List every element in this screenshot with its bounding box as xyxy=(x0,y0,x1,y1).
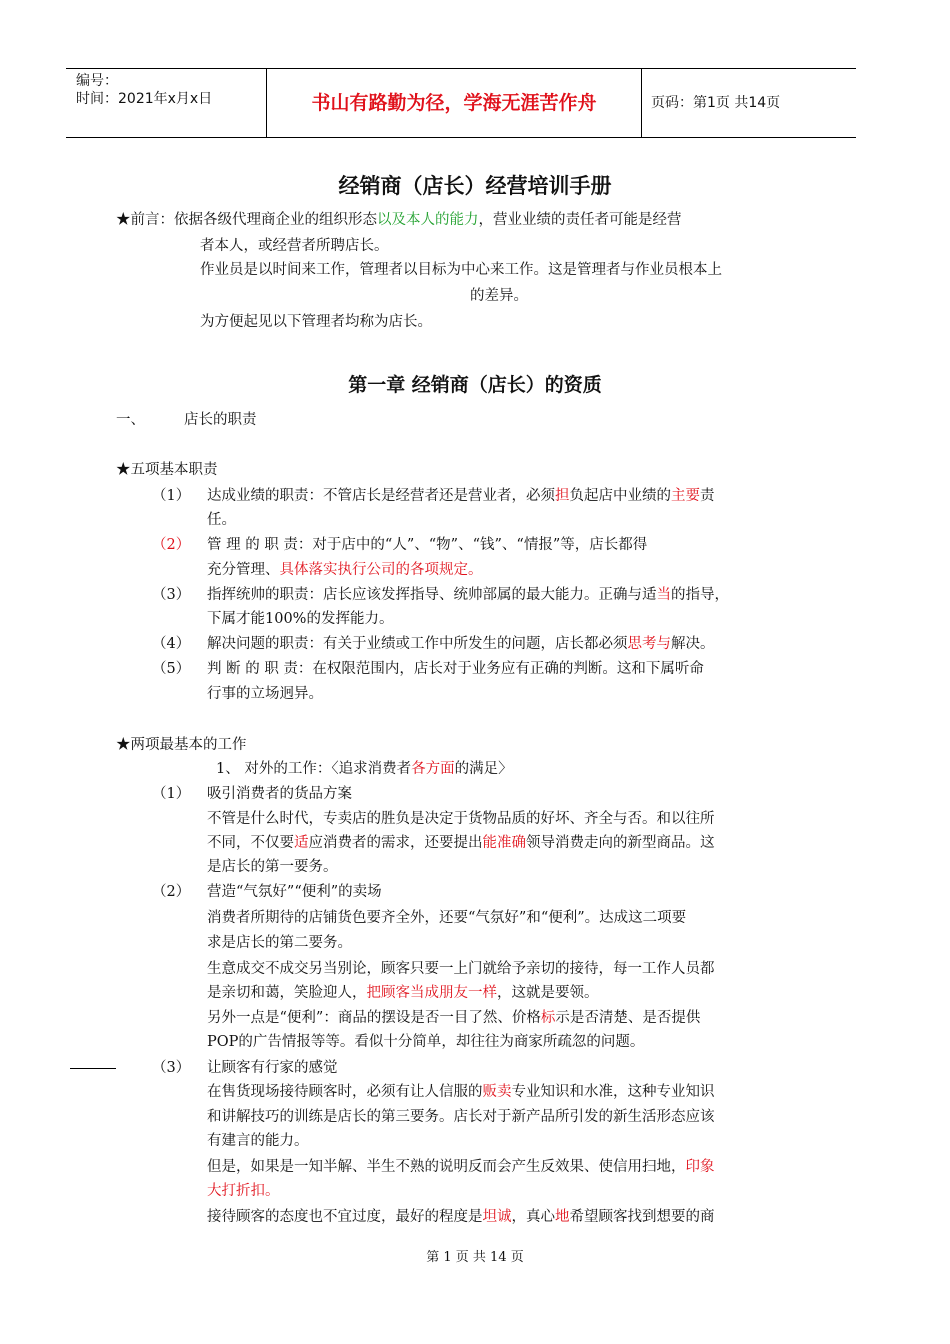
duty-3-line-1: 指挥统帅的职责：店长应该发挥指导、统帅部属的最大能力。正确与适当的指导， xyxy=(207,587,729,603)
work-3-para-line-3: 有建言的能力。 xyxy=(207,1133,309,1149)
external-work-heading: 1、 对外的工作：〈追求消费者各方面的满足〉 xyxy=(216,761,513,777)
preface-line-3: 作业员是以时间来工作，管理者以目标为中心来工作。这是管理者与作业员根本上 xyxy=(200,262,722,278)
preface-line-5: 为方便起见以下管理者均称为店长。 xyxy=(200,314,432,330)
five-duties-heading: ★五项基本职责 xyxy=(116,462,218,478)
two-works-heading: ★两项最基本的工作 xyxy=(116,737,247,753)
work-2-para-line-1: 消费者所期待的店铺货色要齐全外，还要“气氛好”和“便利”。达成这二项要 xyxy=(207,910,687,926)
section-1-title: 店长的职责 xyxy=(184,412,257,428)
work-3-para-line-5: 大打折扣。 xyxy=(207,1183,280,1199)
work-2-title: 营造“气氛好”“便利”的卖场 xyxy=(207,884,382,900)
work-1-title: 吸引消费者的货品方案 xyxy=(207,786,352,802)
work-2-para-line-2: 求是店长的第二要务。 xyxy=(207,935,352,951)
duty-4-line-1: 解决问题的职责：有关于业绩或工作中所发生的问题，店长都必须思考与解决。 xyxy=(207,636,715,652)
preface-line-4: 的差异。 xyxy=(470,288,528,304)
duty-5-line-1: 判 断 的 职 责：在权限范围内，店长对于业务应有正确的判断。这和下属听命 xyxy=(207,661,704,677)
duty-5-number: （5） xyxy=(152,661,191,677)
chapter-1-title: 第一章 经销商（店长）的资质 xyxy=(348,374,602,396)
work-3-para-line-6: 接待顾客的态度也不宜过度，最好的程度是坦诚，真心地希望顾客找到想要的商 xyxy=(207,1209,715,1225)
duty-1-line-1: 达成业绩的职责：不管店长是经营者还是营业者，必须担负起店中业绩的主要责 xyxy=(207,488,715,504)
work-1-number: （1） xyxy=(152,786,191,802)
work-2-number: （2） xyxy=(152,884,191,900)
header-meta-cell xyxy=(66,69,266,137)
work-3-para-line-1: 在售货现场接待顾客时，必须有让人信服的贩卖专业知识和水准，这种专业知识 xyxy=(207,1084,715,1100)
work-3-title: 让顾客有行家的感觉 xyxy=(207,1060,338,1076)
duty-3-line-2: 下属才能100%的发挥能力。 xyxy=(207,611,394,627)
duty-1-line-2: 任。 xyxy=(207,512,236,528)
work-1-para-line-1: 不管是什么时代，专卖店的胜负是决定于货物品质的好坏、齐全与否。和以往所 xyxy=(207,811,715,827)
document-number-label: 编号： xyxy=(76,73,118,89)
work-1-para-line-2: 不同，不仅要适应消费者的需求，还要提出能准确领导消费走向的新型商品。这 xyxy=(207,835,715,851)
duty-1-number: （1） xyxy=(152,488,191,504)
margin-rule xyxy=(70,1068,116,1069)
header-page-label: 页码：第1页 共14页 xyxy=(651,95,781,111)
document-time-label: 时间：2021年x月x日 xyxy=(76,91,213,107)
document-title: 经销商（店长）经营培训手册 xyxy=(338,173,612,198)
page-footer: 第 1 页 共 14 页 xyxy=(426,1250,524,1265)
page-header-table xyxy=(66,68,856,138)
work-3-para-line-4: 但是，如果是一知半解、半生不熟的说明反而会产生反效果、使信用扫地，印象 xyxy=(207,1159,715,1175)
duty-2-number: （2） xyxy=(152,537,191,553)
header-motto: 书山有路勤为径，学海无涯苦作舟 xyxy=(266,69,642,137)
duty-4-number: （4） xyxy=(152,636,191,652)
work-1-para-line-3: 是店长的第一要务。 xyxy=(207,859,338,875)
work-2-para-line-6: POP的广告情报等等。看似十分简单，却往往为商家所疏忽的问题。 xyxy=(207,1034,645,1050)
preface-line-1: ★前言：依据各级代理商企业的组织形态以及本人的能力，营业业绩的责任者可能是经营 xyxy=(116,212,682,228)
duty-5-line-2: 行事的立场迥异。 xyxy=(207,686,323,702)
work-2-para-line-4: 是亲切和蔼，笑脸迎人，把顾客当成朋友一样，这就是要领。 xyxy=(207,985,599,1001)
work-2-para-line-3: 生意成交不成交另当别论，顾客只要一上门就给予亲切的接待，每一工作人员都 xyxy=(207,961,715,977)
duty-3-number: （3） xyxy=(152,587,191,603)
duty-2-line-1: 管 理 的 职 责：对于店中的“人”、“物”、“钱”、“情报”等，店长都得 xyxy=(207,537,648,553)
work-3-number: （3） xyxy=(152,1060,191,1076)
work-2-para-line-5: 另外一点是“便利”：商品的摆设是否一目了然、价格标示是否清楚、是否提供 xyxy=(207,1010,701,1026)
preface-line-2: 者本人，或经营者所聘店长。 xyxy=(200,238,389,254)
duty-2-line-2: 充分管理、具体落实执行公司的各项规定。 xyxy=(207,562,483,578)
work-3-para-line-2: 和讲解技巧的训练是店长的第三要务。店长对于新产品所引发的新生活形态应该 xyxy=(207,1109,715,1125)
section-1-number: 一、 xyxy=(116,412,145,428)
